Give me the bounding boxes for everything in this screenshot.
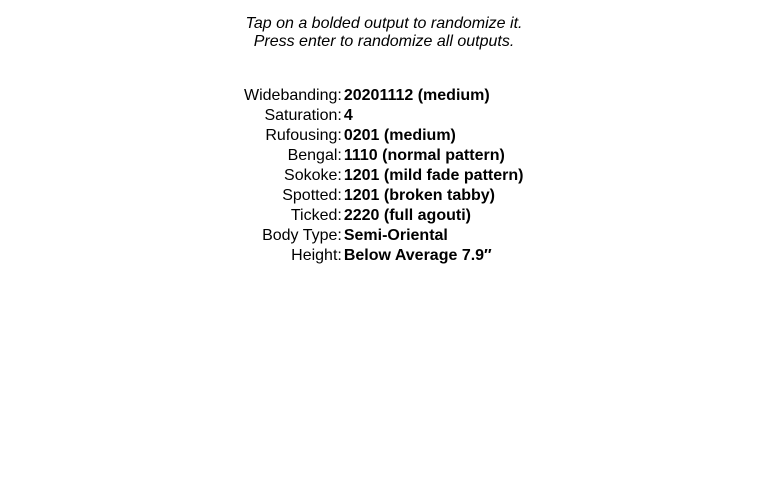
output-row-saturation (244, 107, 523, 125)
output-label-widebanding: Widebanding: (244, 87, 342, 104)
output-value-ticked[interactable]: 2220 (full agouti) (343, 207, 471, 224)
output-label-height: Height: (291, 247, 342, 264)
output-row-sokoke (244, 167, 523, 185)
output-value-sokoke[interactable]: 1201 (mild fade pattern) (343, 167, 524, 184)
output-label-bengal: Bengal: (287, 147, 342, 164)
output-value-rufousing[interactable]: 0201 (medium) (343, 127, 456, 144)
output-row-ticked (244, 207, 523, 225)
output-label-spotted: Spotted: (282, 187, 342, 204)
outputs-table (242, 85, 525, 267)
output-row-widebanding (244, 87, 523, 105)
output-row-bengal (244, 147, 523, 165)
output-label-sokoke: Sokoke: (284, 167, 342, 184)
output-label-rufousing: Rufousing: (265, 127, 342, 144)
output-row-rufousing (244, 127, 523, 145)
output-row-body-type (244, 227, 523, 245)
output-label-ticked: Ticked: (290, 207, 342, 224)
instruction-tap: Tap on a bolded output to randomize it. (245, 15, 523, 32)
output-value-spotted[interactable]: 1201 (broken tabby) (343, 187, 495, 204)
output-label-saturation: Saturation: (264, 107, 342, 124)
output-value-body-type[interactable]: Semi-Oriental (343, 227, 448, 244)
output-value-height[interactable]: Below Average 7.9″ (343, 247, 492, 264)
instructions (0, 15, 768, 51)
output-row-spotted (244, 187, 523, 205)
output-value-widebanding[interactable]: 20201112 (medium) (343, 87, 490, 104)
instruction-enter: Press enter to randomize all outputs. (253, 33, 515, 50)
output-label-body-type: Body Type: (262, 227, 342, 244)
output-value-bengal[interactable]: 1110 (normal pattern) (343, 147, 505, 164)
output-row-height (244, 247, 523, 265)
output-value-saturation[interactable]: 4 (343, 107, 353, 124)
